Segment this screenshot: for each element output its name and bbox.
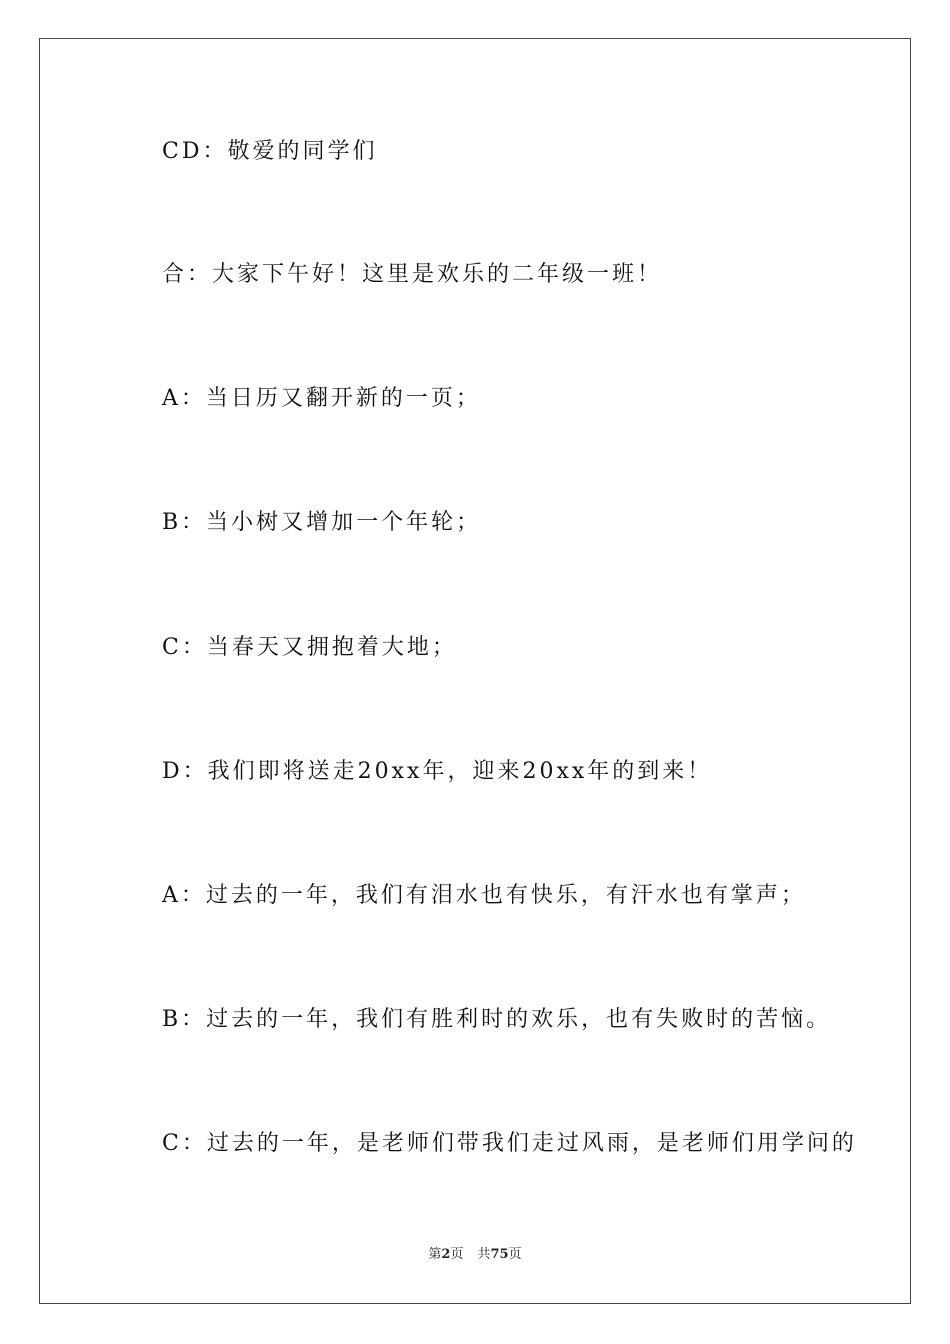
script-line-4: B：当小树又增加一个年轮； [162, 510, 482, 535]
script-line-6: D：我们即将送走20xx年，迎来20xx年的到来！ [162, 759, 713, 784]
script-line-9: C：过去的一年，是老师们带我们走过风雨，是老师们用学问的 [162, 1131, 857, 1156]
page-suffix: 页 [450, 1247, 464, 1262]
total-pages: 75 [490, 1247, 509, 1262]
page-prefix: 第 [428, 1247, 442, 1262]
total-prefix: 共 [477, 1247, 491, 1262]
script-line-2: 合：大家下午好！这里是欢乐的二年级一班！ [162, 262, 663, 287]
script-line-8: B：过去的一年，我们有胜利时的欢乐，也有失败时的苦恼。 [162, 1007, 832, 1032]
page-number: 2 [441, 1247, 451, 1262]
page-footer [0, 1246, 950, 1264]
script-line-7: A：过去的一年，我们有泪水也有快乐，有汗水也有掌声； [162, 883, 806, 908]
total-suffix: 页 [508, 1247, 522, 1262]
script-line-5: C：当春天又拥抱着大地； [162, 635, 457, 660]
script-line-3: A：当日历又翻开新的一页； [162, 386, 481, 411]
page-frame [39, 38, 911, 1304]
script-line-1: CD：敬爱的同学们 [162, 139, 378, 164]
